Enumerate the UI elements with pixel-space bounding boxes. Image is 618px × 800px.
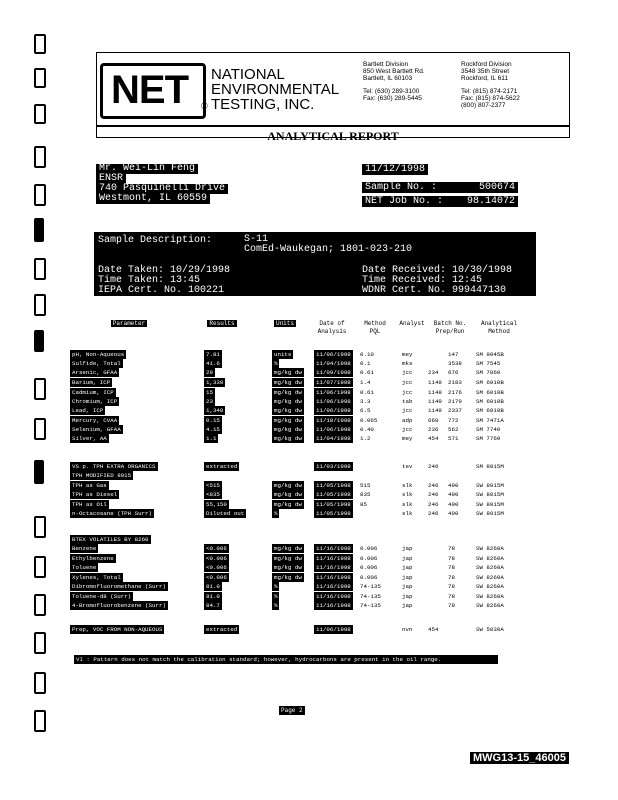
cell-batch-run: 490 <box>448 501 459 508</box>
cell-result: <835 <box>206 491 220 498</box>
binder-hole <box>34 632 46 654</box>
cell-units: mg/kg dw <box>274 369 302 376</box>
cell-result: 0.15 <box>206 417 220 424</box>
cell-parameter: Toluene <box>72 564 97 571</box>
cell-batch-run: 147 <box>448 351 459 358</box>
binder-hole <box>34 146 46 168</box>
cell-units: mg/kg dw <box>274 417 302 424</box>
sample-desc-1: S-11 <box>244 234 269 245</box>
cell-method: SW 8260A <box>476 574 504 581</box>
cell-batch-run: 78 <box>448 555 455 562</box>
cell-batch-run: 78 <box>448 583 455 590</box>
report-info <box>362 164 518 207</box>
cell-analyst: jcc <box>402 426 413 433</box>
cell-method: SM 6010B <box>476 379 504 386</box>
sample-block <box>94 232 536 296</box>
cell-parameter: pH, Non-Aqueous <box>72 351 125 358</box>
cell-parameter: Lead, ICP <box>72 407 104 414</box>
cell-analyst: jcc <box>402 369 413 376</box>
cell-units: mg/kg dw <box>274 501 302 508</box>
binder-hole <box>34 594 46 616</box>
cell-method: SM 7545 <box>476 360 501 367</box>
cell-units: mg/kg dw <box>274 555 302 562</box>
cell-batch-run: 78 <box>448 545 455 552</box>
cell-units: mg/kg dw <box>274 426 302 433</box>
cell-batch-run: 78 <box>448 574 455 581</box>
cell-date: 11/03/1998 <box>316 463 351 470</box>
cell-parameter: TPH as Gas <box>72 482 107 489</box>
cell-batch-run: 571 <box>448 435 459 442</box>
cell-date: 11/04/1998 <box>316 360 351 367</box>
cell-units: mg/kg dw <box>274 398 302 405</box>
cell-batch-run: 2183 <box>448 379 462 386</box>
address-line: Bartlett Division <box>363 61 409 68</box>
cell-date: 11/06/1998 <box>316 398 351 405</box>
document-id: MWG13-15_46005 <box>470 752 569 764</box>
cell-parameter: Arsenic, GFAA <box>72 369 118 376</box>
cell-method: SW 8260A <box>476 545 504 552</box>
cell-method: SW 8260A <box>476 583 504 590</box>
wdnr-cert: WDNR Cert. No. 999447130 <box>362 285 507 296</box>
cell-parameter: n-Octacosane (TPH Surr) <box>72 510 153 517</box>
time-taken: Time Taken: 13:45 <box>98 275 201 286</box>
time-received: Time Received: 12:45 <box>362 275 483 286</box>
cell-batch-prep: 246 <box>428 482 439 489</box>
cell-pql: 3.3 <box>360 398 371 405</box>
address-line: Fax: (815) 874-5622 <box>461 95 520 102</box>
cell-parameter: Selenium, GFAA <box>72 426 121 433</box>
cell-parameter: Silver, AA <box>72 435 107 442</box>
binder-hole <box>34 710 46 732</box>
cell-units: mg/kg dw <box>274 482 302 489</box>
cell-pql: 0.065 <box>360 417 378 424</box>
cell-parameter: TPH as Diesel <box>72 491 118 498</box>
cell-parameter: Benzene <box>72 545 97 552</box>
iepa-cert: IEPA Cert. No. 100221 <box>98 285 225 296</box>
col-header-pql: Method PQL <box>364 320 386 335</box>
cell-parameter: Cadmium, ICP <box>72 389 114 396</box>
cell-date: 11/16/1998 <box>316 545 351 552</box>
binder-hole <box>34 104 46 124</box>
cell-analyst: mks <box>402 360 413 367</box>
cell-date: 11/06/1998 <box>316 426 351 433</box>
col-header-results: Results <box>209 320 235 327</box>
cell-batch-prep: 1149 <box>428 398 442 405</box>
sample-no-label: Sample No. : <box>365 182 438 193</box>
cell-units: units <box>274 351 292 358</box>
address-line: Bartlett, IL 60103 <box>363 75 413 82</box>
cell-units: % <box>274 360 278 367</box>
date-taken: Date Taken: 10/29/1998 <box>98 265 231 276</box>
cell-pql: 0.006 <box>360 545 378 552</box>
cell-date: 11/16/1998 <box>316 555 351 562</box>
page-number: Page 2 <box>281 707 303 714</box>
cell-analyst: jap <box>402 555 413 562</box>
client-line: 740 Pasquinelli Drive <box>96 184 228 194</box>
cell-pql: 0.61 <box>360 369 374 376</box>
cell-analyst: jcc <box>402 379 413 386</box>
cell-result: 7.81 <box>206 351 220 358</box>
binder-hole <box>34 672 46 694</box>
cell-date: 11/07/1998 <box>316 379 351 386</box>
binder-hole <box>34 258 46 280</box>
cell-batch-prep: 454 <box>428 435 439 442</box>
cell-date: 11/06/1998 <box>316 626 351 633</box>
cell-result: extracted <box>206 463 238 470</box>
binder-hole <box>34 418 46 440</box>
bartlett-address <box>363 61 425 102</box>
report-date: 11/12/1998 <box>362 164 428 175</box>
col-header-date: Date of Analysis <box>317 320 347 335</box>
cell-pql: 0.006 <box>360 574 378 581</box>
cell-method: SW 8015M <box>476 510 504 517</box>
cell-pql: 0.40 <box>360 426 374 433</box>
cell-analyst: jap <box>402 545 413 552</box>
registered-mark: ® <box>201 101 208 111</box>
cell-method: SM 9045B <box>476 351 504 358</box>
cell-date: 11/06/1998 <box>316 389 351 396</box>
cell-date: 11/16/1998 <box>316 593 351 600</box>
cell-parameter: TPH as Oil <box>72 501 107 508</box>
cell-pql: 74-135 <box>360 593 381 600</box>
cell-result: 29 <box>206 369 213 376</box>
address-line: Fax: (630) 289-5445 <box>363 95 422 102</box>
cell-batch-run: 490 <box>448 491 459 498</box>
cell-date: 11/16/1998 <box>316 602 351 609</box>
cell-date: 11/16/1998 <box>316 564 351 571</box>
col-header-method: Analytical Method <box>480 320 517 335</box>
cell-result: 1,330 <box>206 379 224 386</box>
cell-batch-run: 676 <box>448 369 459 376</box>
address-line: Tel: (815) 874-2171 <box>461 88 518 95</box>
cell-parameter: Barium, ICP <box>72 379 111 386</box>
cell-date: 11/05/1998 <box>316 482 351 489</box>
cell-analyst: mey <box>402 435 413 442</box>
cell-batch-prep: 234 <box>428 369 439 376</box>
cell-analyst: jap <box>402 583 413 590</box>
cell-method: SM 7760 <box>476 435 501 442</box>
cell-date: 11/05/1998 <box>316 510 351 517</box>
sample-desc-label: Sample Description: <box>98 235 213 246</box>
cell-method: SM 7471A <box>476 417 504 424</box>
cell-parameter: 4-Bromofluorobenzene (Surr) <box>72 602 166 609</box>
cell-method: SW 8015M <box>476 482 504 489</box>
cell-date: 11/09/1998 <box>316 369 351 376</box>
col-header-analyst: Analyst <box>399 320 425 327</box>
cell-result: <0.006 <box>206 555 227 562</box>
cell-pql: 1.4 <box>360 379 371 386</box>
cell-pql: 515 <box>360 482 371 489</box>
address-line: 3548 35th Street <box>461 68 510 75</box>
binder-hole <box>34 218 44 242</box>
cell-pql: 74-135 <box>360 583 381 590</box>
cell-method: SW 5030A <box>476 626 504 633</box>
date-received: Date Received: 10/30/1998 <box>362 265 513 276</box>
cell-result: extracted <box>206 626 238 633</box>
job-no-row <box>362 196 518 207</box>
cell-method: SM 6010B <box>476 389 504 396</box>
cell-parameter: Chromium, ICP <box>72 398 118 405</box>
cell-pql: 0.10 <box>360 351 374 358</box>
cell-batch-prep: 1149 <box>428 379 442 386</box>
cell-date: 11/04/1998 <box>316 435 351 442</box>
sample-no: 500674 <box>478 182 515 193</box>
cell-result: 41.6 <box>206 360 220 367</box>
cell-pql: 835 <box>360 491 371 498</box>
binder-hole <box>34 460 44 484</box>
company-line: NATIONAL <box>211 66 285 83</box>
address-line: (800) 807-2377 <box>461 102 506 109</box>
cell-analyst: slk <box>402 482 413 489</box>
cell-parameter: TPH MODIFIED 8015 <box>72 472 132 479</box>
cell-analyst: jap <box>402 602 413 609</box>
cell-units: mg/kg dw <box>274 545 302 552</box>
cell-batch-run: 562 <box>448 426 459 433</box>
cell-parameter: Toluene-d8 (Surr) <box>72 593 132 600</box>
binder-hole <box>34 294 46 316</box>
cell-date: 11/06/1998 <box>316 407 351 414</box>
cell-result: <0.006 <box>206 564 227 571</box>
logo-box <box>100 63 206 119</box>
cell-batch-run: 3538 <box>448 360 462 367</box>
cell-pql: 0.1 <box>360 360 371 367</box>
sample-no-row <box>362 182 518 193</box>
cell-method: SW 8260A <box>476 593 504 600</box>
cell-method: SW 8260A <box>476 602 504 609</box>
cell-result: 1,340 <box>206 407 224 414</box>
sample-desc-2: ComEd-Waukegan; 1801-023-210 <box>244 244 413 255</box>
cell-batch-run: 490 <box>448 482 459 489</box>
cell-result: 23 <box>206 398 213 405</box>
cell-pql: 0.006 <box>360 555 378 562</box>
cell-units: % <box>274 593 278 600</box>
col-header-units: Units <box>275 320 294 327</box>
cell-date: 11/05/1998 <box>316 491 351 498</box>
client-address <box>96 164 228 204</box>
company-line: ENVIRONMENTAL <box>211 81 340 98</box>
binder-hole <box>34 330 44 352</box>
cell-batch-prep: 246 <box>428 510 439 517</box>
job-no: 98.14072 <box>466 196 515 207</box>
cell-date: 11/16/1998 <box>316 574 351 581</box>
client-line: Mr. Wei-Lin Feng <box>96 164 198 174</box>
col-header-parameter: Parameter <box>112 320 146 327</box>
cell-method: SM 6010B <box>476 398 504 405</box>
cell-result: 4.15 <box>206 426 220 433</box>
cell-date: 11/10/1998 <box>316 417 351 424</box>
cell-units: mg/kg dw <box>274 435 302 442</box>
cell-result: <0.006 <box>206 574 227 581</box>
binder-hole <box>34 378 46 400</box>
cell-date: 11/05/1998 <box>316 501 351 508</box>
cell-parameter: Ethylbenzene <box>72 555 114 562</box>
cell-date: 11/06/1998 <box>316 351 351 358</box>
cell-analyst: nvn <box>402 626 413 633</box>
cell-batch-run: 490 <box>448 510 459 517</box>
cell-batch-run: 78 <box>448 602 455 609</box>
address-line: Rockford, IL 611 <box>461 75 508 82</box>
cell-method: SW 8260A <box>476 564 504 571</box>
report-title-bar <box>97 125 569 143</box>
cell-method: SM 6010B <box>476 407 504 414</box>
cell-result: 84.7 <box>206 602 220 609</box>
binder-hole <box>34 516 46 538</box>
cell-batch-run: 78 <box>448 593 455 600</box>
address-line: Tel: (630) 289-3100 <box>363 88 420 95</box>
cell-batch-prep: 1149 <box>428 389 442 396</box>
cell-method: SW 8015M <box>476 501 504 508</box>
cell-analyst: jcc <box>402 389 413 396</box>
cell-batch-prep: 454 <box>428 626 439 633</box>
cell-method: SM 7060 <box>476 369 501 376</box>
cell-batch-run: 2337 <box>448 407 462 414</box>
cell-parameter: Xylenes, Total <box>72 574 121 581</box>
cell-analyst: mey <box>402 351 413 358</box>
address-line: 850 West Bartlett Rd. <box>363 68 425 75</box>
cell-result: Diluted out <box>206 510 245 517</box>
cell-batch-run: 2176 <box>448 389 462 396</box>
cell-analyst: tab <box>402 398 413 405</box>
cell-pql: 74-135 <box>360 602 381 609</box>
cell-method: SM 8015M <box>476 463 504 470</box>
cell-batch-run: 772 <box>448 417 459 424</box>
cell-pql: 6.5 <box>360 407 371 414</box>
cell-units: % <box>274 510 278 517</box>
cell-method: SW 8015M <box>476 491 504 498</box>
cell-result: 81.0 <box>206 583 220 590</box>
cell-analyst: jap <box>402 564 413 571</box>
letterhead <box>96 52 570 143</box>
cell-parameter: Dibromofluoromethane (Surr) <box>72 583 166 590</box>
cell-batch-prep: 246 <box>428 501 439 508</box>
cell-units: mg/kg dw <box>274 574 302 581</box>
col-header-batch: Batch No. Prep/Run <box>433 320 467 335</box>
cell-units: mg/kg dw <box>274 491 302 498</box>
company-line: TESTING, INC. <box>211 96 315 113</box>
binder-hole <box>34 68 46 88</box>
cell-result: <0.006 <box>206 545 227 552</box>
company-name <box>211 67 339 112</box>
cell-units: mg/kg dw <box>274 564 302 571</box>
cell-analyst: slk <box>402 510 413 517</box>
cell-analyst: slk <box>402 501 413 508</box>
cell-result: 15 <box>206 389 213 396</box>
rockford-address <box>461 61 520 109</box>
cell-result: <515 <box>206 482 220 489</box>
cell-method: SW 8260A <box>476 555 504 562</box>
cell-analyst: tev <box>402 463 413 470</box>
binder-hole <box>34 556 46 578</box>
cell-units: % <box>274 602 278 609</box>
cell-analyst: slk <box>402 491 413 498</box>
cell-analyst: jap <box>402 574 413 581</box>
cell-parameter: Sulfide, Total <box>72 360 121 367</box>
cell-batch-run: 2179 <box>448 398 462 405</box>
cell-pql: 1.2 <box>360 435 371 442</box>
cell-units: mg/kg dw <box>274 379 302 386</box>
client-line: ENSR <box>96 174 126 184</box>
binder-hole <box>34 34 46 54</box>
binder-hole <box>34 184 46 206</box>
cell-batch-prep: 660 <box>428 417 439 424</box>
cell-analyst: jap <box>402 593 413 600</box>
cell-pql: 0.61 <box>360 389 374 396</box>
report-title: ANALYTICAL REPORT <box>267 129 399 143</box>
cell-units: mg/kg dw <box>274 407 302 414</box>
cell-pql: 85 <box>360 501 367 508</box>
cell-parameter: BTEX VOLATILES BY 8260 <box>72 536 149 543</box>
cell-batch-prep: 236 <box>428 426 439 433</box>
job-no-label: NET Job No. : <box>365 196 444 207</box>
cell-analyst: adp <box>402 417 413 424</box>
cell-batch-prep: 246 <box>428 463 439 470</box>
cell-batch-run: 78 <box>448 564 455 571</box>
cell-parameter: Prep, VOC FROM NON-AQUEOUS <box>72 626 163 633</box>
logo-text: NET <box>111 68 188 112</box>
cell-date: 11/16/1998 <box>316 583 351 590</box>
address-line: Rockford Division <box>461 61 512 68</box>
cell-batch-prep: 1149 <box>428 407 442 414</box>
cell-parameter: Mercury, CVAA <box>72 417 118 424</box>
footnote: VI : Pattern does not match the calibration standard; however, hydrocarbons are present in the oil range. <box>74 655 498 664</box>
cell-batch-prep: 246 <box>428 491 439 498</box>
cell-parameter: VS p. TPH EXTRA ORGANICS <box>72 463 156 470</box>
cell-analyst: jcc <box>402 407 413 414</box>
cell-method: SM 7740 <box>476 426 501 433</box>
cell-result: 55,150 <box>206 501 227 508</box>
cell-pql: 0.006 <box>360 564 378 571</box>
cell-result: 91.0 <box>206 593 220 600</box>
cell-units: mg/kg dw <box>274 389 302 396</box>
client-line: Westmont, IL 60559 <box>96 194 210 204</box>
cell-result: 1.1 <box>206 435 217 442</box>
cell-units: % <box>274 583 278 590</box>
